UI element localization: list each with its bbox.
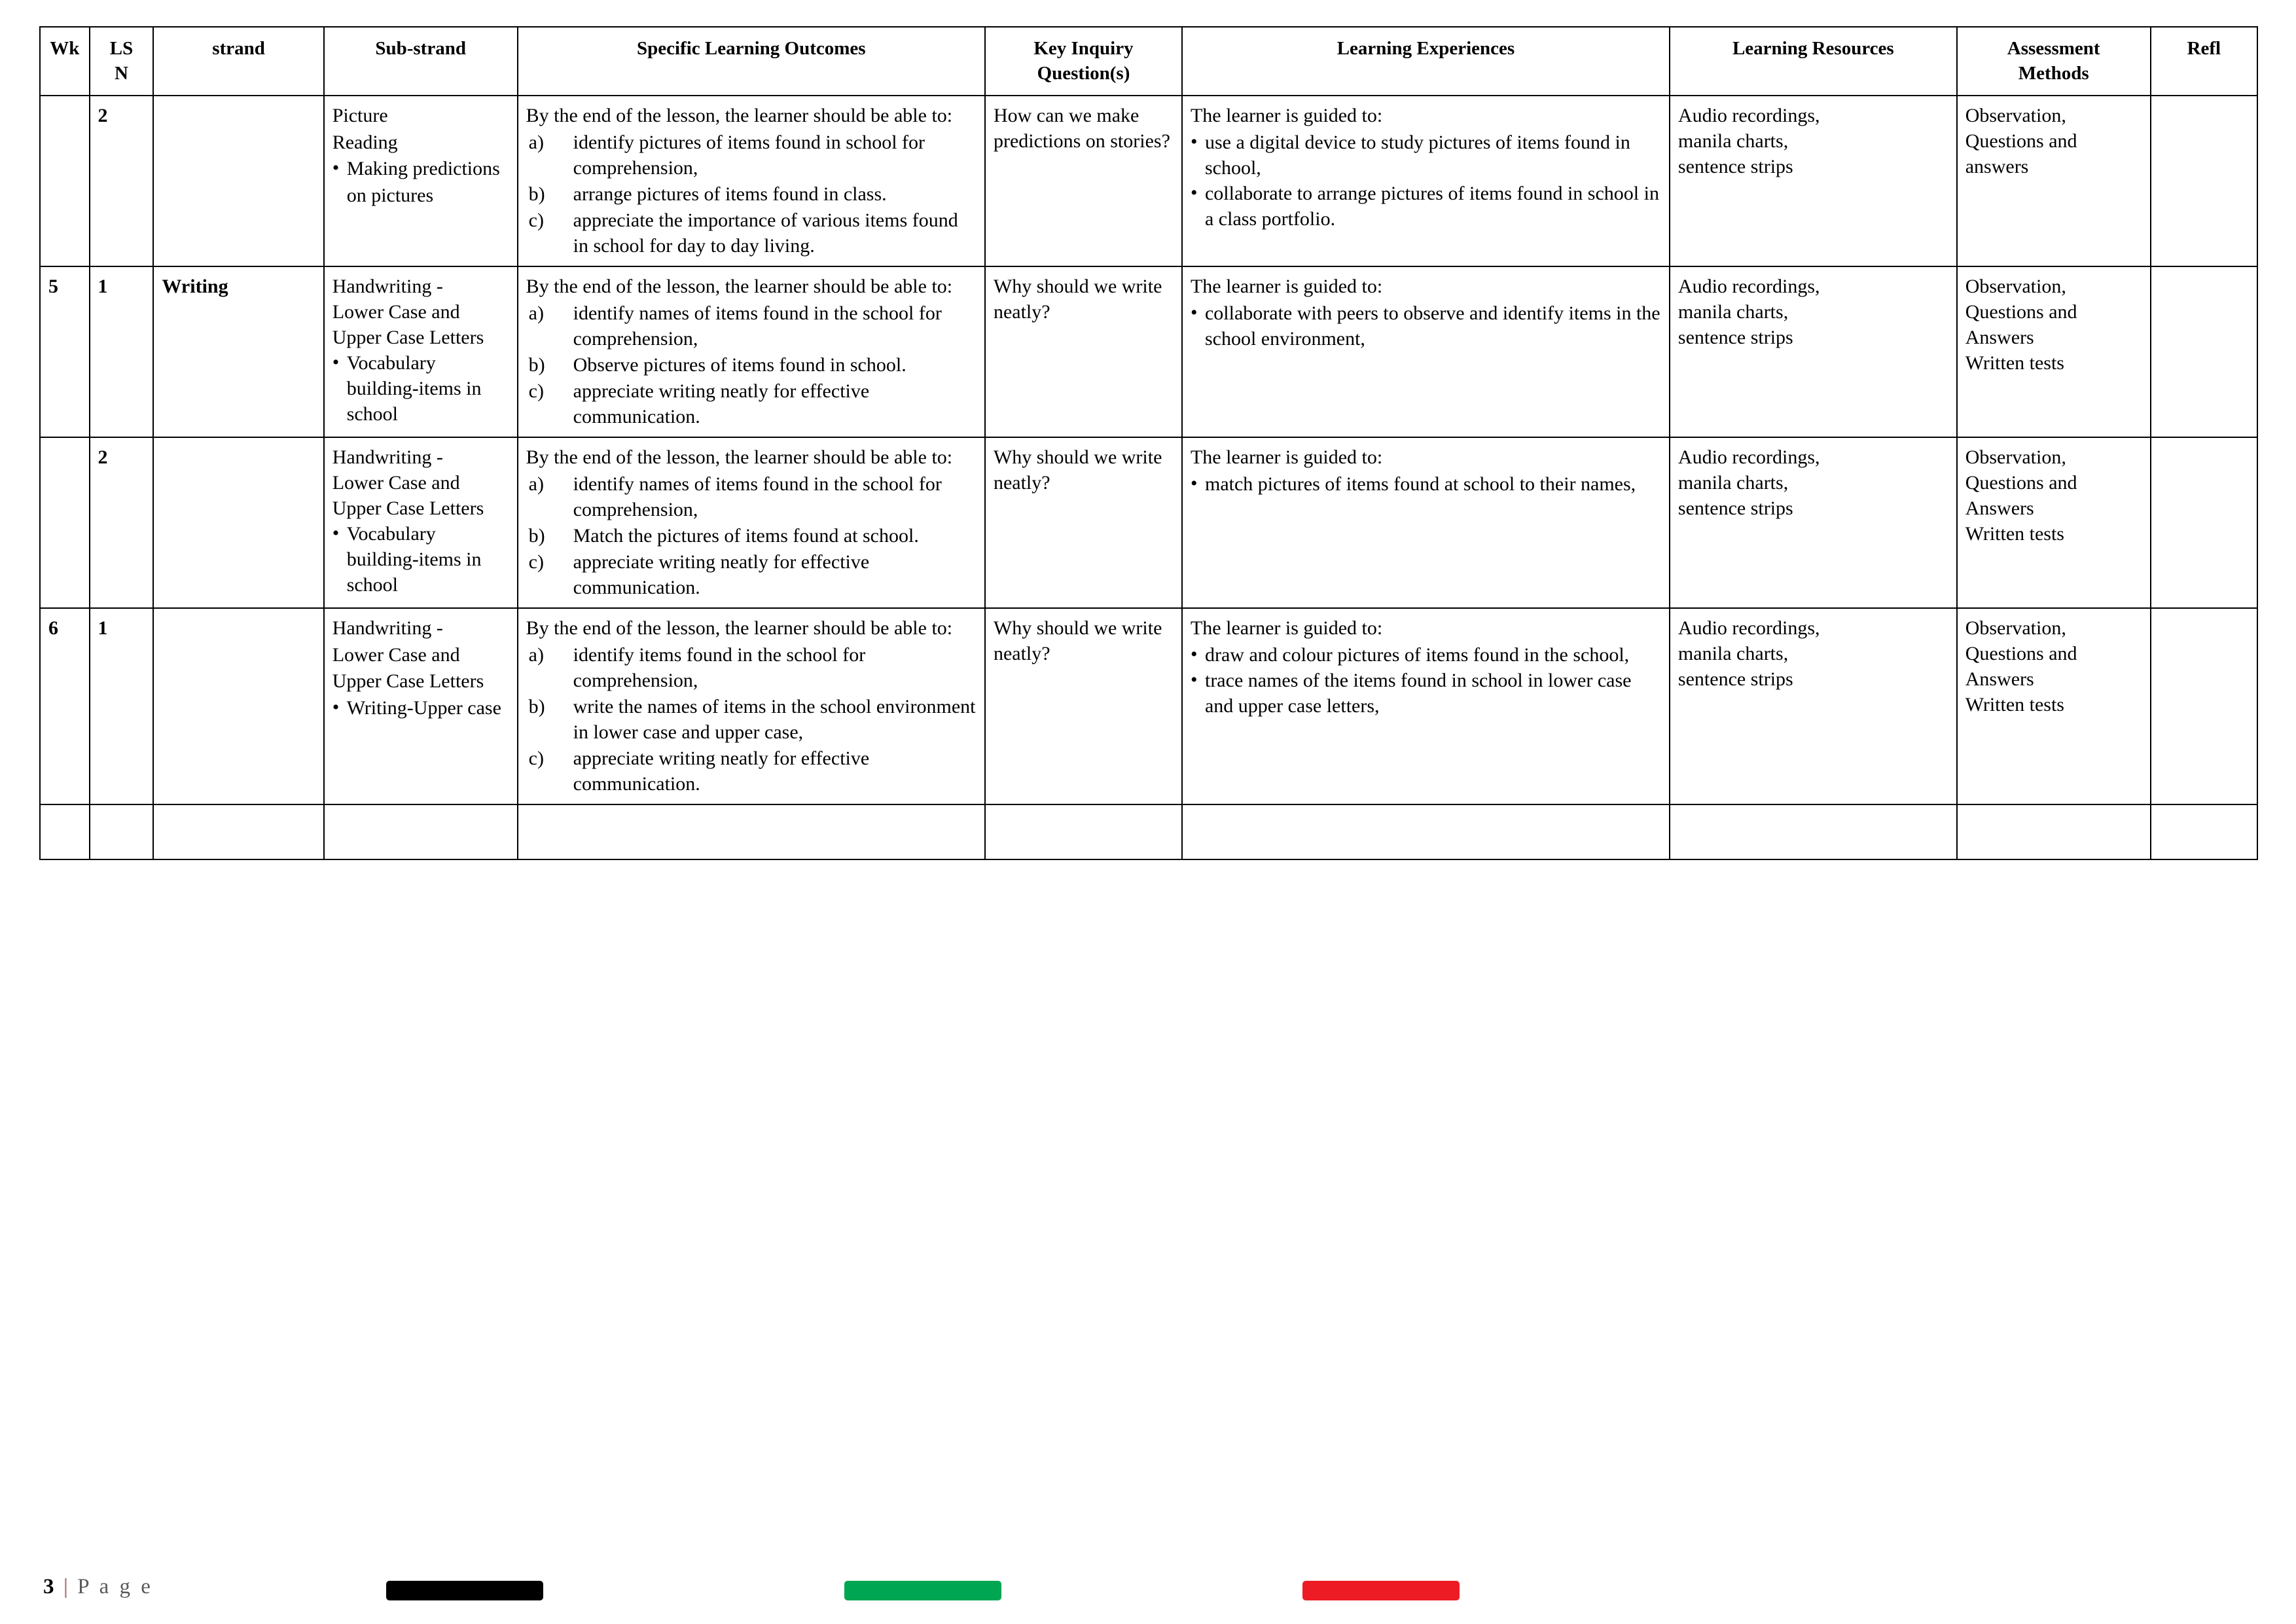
am-line-2: Methods [2018,62,2089,84]
substrand-bullet [332,521,509,598]
page-footer [39,1560,2257,1606]
slo-item-text: identify names of items found in the school for comprehension, [573,473,942,521]
column-header-substrand: Sub-strand [324,27,518,96]
slo-item-text: write the names of items in the school environment in lower case and upper case, [573,696,976,744]
column-header-reflection: Refl [2151,27,2257,96]
slo-item [526,300,977,352]
slo-item-marker: a) [528,644,544,666]
substrand-line: Upper Case Letters [332,670,484,693]
slo-item-marker: c) [528,380,544,403]
cell-learning-resources [1670,437,1957,608]
le-bullet [1191,642,1661,668]
slo-item-text: identify items found in the school for comprehension, [573,644,866,692]
cell-learning-experiences [1182,437,1670,608]
bullet-dot-icon: • [1190,302,1198,324]
le-bullet [1191,668,1661,719]
learning-resource-line: manila charts, [1677,472,1789,494]
le-bullet-text: match pictures of items found at school to their names, [1204,473,1636,496]
assessment-method-line: Written tests [1965,523,2064,545]
substrand-bullet-list [332,156,509,209]
slo-list [526,300,977,429]
assessment-method-line: answers [1965,156,2029,178]
table-row-empty [40,804,2257,859]
cell-reflection [2151,96,2257,266]
slo-item [526,746,977,797]
slo-intro: By the end of the lesson, the learner should be able to: [526,105,953,127]
substrand-bullet [332,695,509,722]
slo-item-marker: b) [528,696,545,718]
table-row [40,608,2257,804]
cell-week: 6 [40,608,90,804]
le-bullet-list [1191,642,1661,719]
cell-empty [1957,804,2151,859]
cell-key-inquiry-question: Why should we write neatly? [985,266,1182,437]
slo-item-text: arrange pictures of items found in class. [573,183,887,206]
scheme-of-work-table [39,26,2258,860]
column-header-strand: strand [153,27,323,96]
lsn-line-1: LS [109,38,134,59]
footer-bar-red [1302,1581,1460,1600]
cell-lesson-number: 2 [90,96,154,266]
substrand-line: Lower Case and [332,643,460,666]
slo-item-text: identify pictures of items found in school for comprehension, [573,132,925,179]
page-number-word: P a g e [77,1575,153,1598]
le-bullet-text: collaborate to arrange pictures of items found in school in a class portfolio. [1204,183,1659,230]
substrand-line: Handwriting - [332,446,443,469]
slo-item-text: appreciate the importance of various items found in school for day to day living. [573,209,958,257]
learning-resource-line: Audio recordings, [1677,617,1820,640]
substrand-bullet [332,350,509,427]
page-number-separator: | [63,1575,69,1598]
substrand-line: Lower Case and [332,301,460,323]
slo-item-text: Observe pictures of items found in school. [573,354,906,376]
column-header-specific-learning-outcomes: Specific Learning Outcomes [518,27,985,96]
cell-empty [90,804,154,859]
le-bullet-list [1191,471,1661,497]
kiq-line-1: Key Inquiry [1033,38,1134,59]
assessment-method-line: Questions and [1965,643,2077,665]
cell-substrand [324,437,518,608]
cell-strand [153,96,323,266]
cell-assessment-methods [1957,96,2151,266]
cell-assessment-methods [1957,437,2151,608]
cell-specific-learning-outcomes [518,608,985,804]
learning-resource-line: manila charts, [1677,643,1789,665]
cell-empty [985,804,1182,859]
learning-resource-line: sentence strips [1677,156,1793,178]
learning-resource-line: sentence strips [1677,668,1793,691]
bullet-dot-icon: • [1190,669,1198,691]
le-bullet [1191,130,1661,181]
bullet-dot-icon: • [332,522,340,545]
cell-learning-resources [1670,96,1957,266]
slo-item [526,471,977,522]
substrand-bullet-list [332,521,509,598]
learning-resource-line: Audio recordings, [1677,276,1820,298]
le-bullet [1191,181,1661,232]
cell-substrand [324,608,518,804]
le-bullet-text: trace names of the items found in school in lower case and upper case letters, [1204,670,1632,717]
learning-resource-line: manila charts, [1677,301,1789,323]
cell-specific-learning-outcomes [518,437,985,608]
learning-resource-line: Audio recordings, [1677,446,1820,469]
substrand-line: Handwriting - [332,617,443,640]
cell-empty [518,804,985,859]
cell-lesson-number: 1 [90,608,154,804]
le-intro: The learner is guided to: [1190,617,1383,640]
column-header-week: Wk [40,27,90,96]
assessment-method-line: Answers [1965,327,2034,349]
assessment-method-line: Written tests [1965,694,2064,716]
assessment-method-line: Questions and [1965,472,2077,494]
cell-empty [40,804,90,859]
slo-item-marker: b) [528,525,545,547]
column-header-key-inquiry-questions [985,27,1182,96]
learning-resource-line: Audio recordings, [1677,105,1820,127]
cell-substrand [324,266,518,437]
slo-item-marker: c) [528,551,544,573]
bullet-dot-icon: • [332,157,340,179]
slo-item-text: identify names of items found in the school for comprehension, [573,302,942,350]
slo-item-text: appreciate writing neatly for effective communication. [573,748,870,795]
substrand-bullet [332,156,509,209]
cell-week: 5 [40,266,90,437]
cell-specific-learning-outcomes [518,266,985,437]
column-header-learning-experiences: Learning Experiences [1182,27,1670,96]
cell-substrand [324,96,518,266]
table-row [40,96,2257,266]
slo-item-marker: a) [528,302,544,325]
assessment-method-line: Answers [1965,668,2034,691]
learning-resource-line: sentence strips [1677,497,1793,520]
slo-item [526,352,977,378]
footer-bar-black [386,1581,543,1600]
slo-intro: By the end of the lesson, the learner should be able to: [526,617,953,640]
le-intro: The learner is guided to: [1190,276,1383,298]
cell-strand [153,437,323,608]
cell-key-inquiry-question: How can we make predictions on stories? [985,96,1182,266]
cell-key-inquiry-question: Why should we write neatly? [985,437,1182,608]
page-number-value: 3 [43,1575,54,1598]
substrand-bullet-text: Vocabulary building-items in school [346,352,482,425]
slo-item-marker: b) [528,183,545,206]
slo-item-marker: a) [528,132,544,154]
learning-resource-line: manila charts, [1677,130,1789,153]
slo-item [526,694,977,745]
table-row [40,437,2257,608]
assessment-method-line: Questions and [1965,130,2077,153]
am-line-1: Assessment [2007,38,2100,59]
slo-item [526,130,977,181]
substrand-bullet-text: Vocabulary building-items in school [346,523,482,596]
assessment-method-line: Observation, [1965,105,2066,127]
assessment-method-line: Questions and [1965,301,2077,323]
bullet-dot-icon: • [332,696,340,718]
slo-item [526,549,977,600]
bullet-dot-icon: • [1190,131,1198,153]
cell-empty [153,804,323,859]
substrand-line: Upper Case Letters [332,327,484,349]
cell-learning-resources [1670,608,1957,804]
substrand-bullet-list [332,695,509,722]
slo-item-text: appreciate writing neatly for effective communication. [573,380,870,428]
cell-empty [324,804,518,859]
cell-strand: Writing [153,266,323,437]
assessment-method-line: Observation, [1965,446,2066,469]
cell-learning-experiences [1182,608,1670,804]
assessment-method-line: Observation, [1965,276,2066,298]
slo-intro: By the end of the lesson, the learner should be able to: [526,276,953,298]
substrand-bullet-text: Writing-Upper case [346,696,501,719]
cell-empty [1670,804,1957,859]
lsn-line-2: N [115,62,128,84]
slo-item-marker: c) [528,209,544,232]
cell-reflection [2151,437,2257,608]
slo-item-marker: c) [528,748,544,770]
le-intro: The learner is guided to: [1190,446,1383,469]
le-bullet-text: use a digital device to study pictures of items found in school, [1204,132,1630,179]
cell-empty [2151,804,2257,859]
page-number [43,1575,153,1599]
substrand-bullet-list [332,350,509,427]
substrand-line: Picture [332,105,388,127]
column-header-assessment-methods [1957,27,2151,96]
slo-list [526,642,977,797]
cell-reflection [2151,608,2257,804]
cell-lesson-number: 2 [90,437,154,608]
cell-learning-experiences [1182,266,1670,437]
column-header-lesson-number [90,27,154,96]
cell-assessment-methods [1957,266,2151,437]
bullet-dot-icon: • [1190,473,1198,495]
le-bullet-text: collaborate with peers to observe and identify items in the school environment, [1204,302,1660,350]
slo-item-text: Match the pictures of items found at school. [573,525,919,547]
slo-item [526,208,977,259]
cell-specific-learning-outcomes [518,96,985,266]
kiq-line-2: Question(s) [1037,62,1130,84]
cell-learning-resources [1670,266,1957,437]
assessment-method-line: Answers [1965,497,2034,520]
le-bullet-list [1191,300,1661,352]
slo-item [526,181,977,207]
slo-item-marker: a) [528,473,544,496]
cell-reflection [2151,266,2257,437]
substrand-line: Lower Case and [332,472,460,494]
slo-intro: By the end of the lesson, the learner should be able to: [526,446,953,469]
cell-learning-experiences [1182,96,1670,266]
substrand-line: Upper Case Letters [332,497,484,520]
table-row [40,266,2257,437]
substrand-bullet-text: Making predictions on pictures [346,158,500,206]
substrand-line: Handwriting - [332,276,443,298]
cell-week [40,437,90,608]
bullet-dot-icon: • [1190,182,1198,204]
column-header-learning-resources: Learning Resources [1670,27,1957,96]
slo-item-text: appreciate writing neatly for effective communication. [573,551,870,599]
slo-list [526,471,977,600]
cell-lesson-number: 1 [90,266,154,437]
slo-item [526,642,977,693]
learning-resource-line: sentence strips [1677,327,1793,349]
assessment-method-line: Written tests [1965,352,2064,374]
le-bullet-text: draw and colour pictures of items found in the school, [1204,644,1630,666]
cell-empty [1182,804,1670,859]
cell-assessment-methods [1957,608,2151,804]
slo-item-marker: b) [528,354,545,376]
slo-item [526,523,977,549]
slo-item [526,378,977,429]
assessment-method-line: Observation, [1965,617,2066,640]
slo-list [526,130,977,259]
le-bullet-list [1191,130,1661,232]
cell-strand [153,608,323,804]
footer-bar-green [844,1581,1001,1600]
le-bullet [1191,300,1661,352]
cell-key-inquiry-question: Why should we write neatly? [985,608,1182,804]
table-body [40,96,2257,859]
le-intro: The learner is guided to: [1190,105,1383,127]
bullet-dot-icon: • [1190,643,1198,666]
bullet-dot-icon: • [332,352,340,374]
substrand-line: Reading [332,131,398,153]
le-bullet [1191,471,1661,497]
table-header-row [40,27,2257,96]
cell-week [40,96,90,266]
